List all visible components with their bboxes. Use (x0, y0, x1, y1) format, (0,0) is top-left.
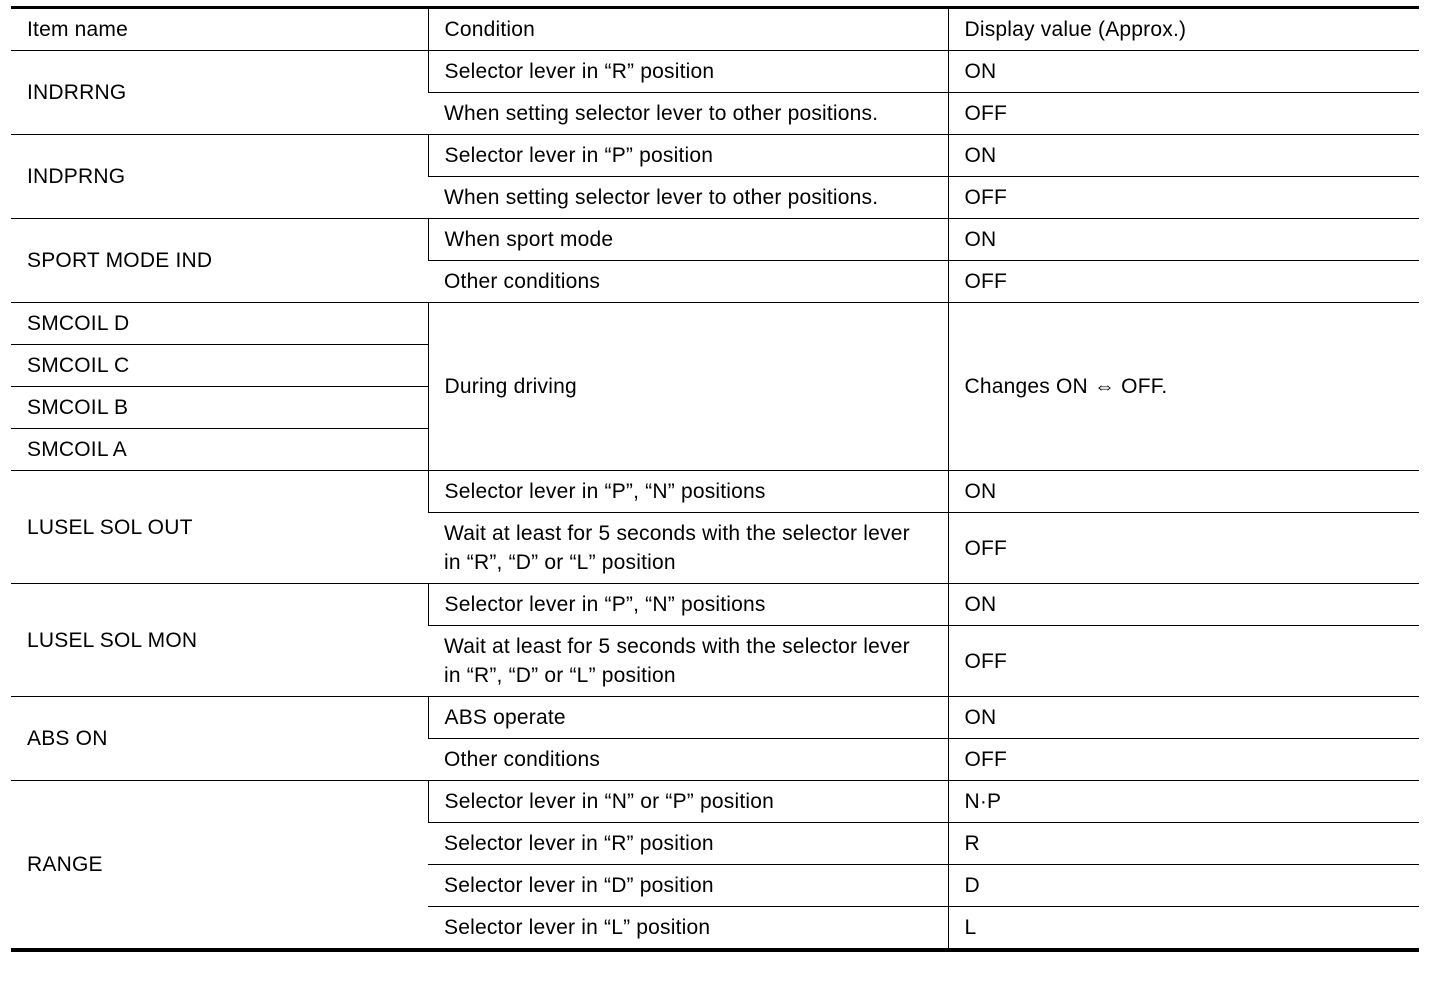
header-item-name: Item name (11, 8, 428, 51)
condition-cell: Selector lever in “P”, “N” positions (428, 471, 948, 513)
condition-cell: When setting selector lever to other positions. (428, 93, 948, 135)
value-cell: Changes ON ⇔ OFF. (948, 303, 1419, 471)
value-cell: D (948, 865, 1419, 907)
item-name-cell: LUSEL SOL OUT (11, 471, 428, 584)
value-cell: ON (948, 51, 1419, 93)
item-name-cell: INDRRNG (11, 51, 428, 135)
display-value-table (11, 6, 1419, 952)
table-row (11, 584, 1419, 626)
header-condition: Condition (428, 8, 948, 51)
condition-cell: Selector lever in “R” position (428, 51, 948, 93)
condition-cell: During driving (428, 303, 948, 471)
condition-cell: Other conditions (428, 261, 948, 303)
item-name-cell: LUSEL SOL MON (11, 584, 428, 697)
header-row (11, 8, 1419, 51)
table-row (11, 697, 1419, 739)
value-cell: OFF (948, 739, 1419, 781)
condition-cell: ABS operate (428, 697, 948, 739)
table-row (11, 135, 1419, 177)
value-cell: R (948, 823, 1419, 865)
value-cell: ON (948, 584, 1419, 626)
condition-line: in “R”, “D” or “L” position (444, 551, 676, 574)
item-name-cell: SMCOIL B (11, 387, 428, 429)
value-cell: ON (948, 219, 1419, 261)
condition-cell: When setting selector lever to other positions. (428, 177, 948, 219)
condition-line: in “R”, “D” or “L” position (444, 664, 676, 687)
condition-cell: Selector lever in “L” position (428, 907, 948, 951)
item-name-cell: SMCOIL D (11, 303, 428, 345)
condition-cell: Selector lever in “P”, “N” positions (428, 584, 948, 626)
item-name-cell: INDPRNG (11, 135, 428, 219)
header-display-value: Display value (Approx.) (948, 8, 1419, 51)
condition-line: Wait at least for 5 seconds with the selector lever (444, 635, 910, 658)
item-name-cell: SMCOIL A (11, 429, 428, 471)
value-cell: ON (948, 135, 1419, 177)
table-row (11, 51, 1419, 93)
condition-cell: Selector lever in “N” or “P” position (428, 781, 948, 823)
condition-cell: When sport mode (428, 219, 948, 261)
value-cell: OFF (948, 513, 1419, 584)
value-cell: N·P (948, 781, 1419, 823)
item-name-cell: ABS ON (11, 697, 428, 781)
condition-line: Wait at least for 5 seconds with the selector lever (444, 522, 910, 545)
item-name-cell: RANGE (11, 781, 428, 951)
condition-cell (428, 513, 948, 584)
value-cell: ON (948, 471, 1419, 513)
table-row (11, 219, 1419, 261)
table-row (11, 303, 1419, 345)
value-cell: ON (948, 697, 1419, 739)
table-row (11, 471, 1419, 513)
value-cell: OFF (948, 177, 1419, 219)
item-name-cell: SPORT MODE IND (11, 219, 428, 303)
table-row (11, 781, 1419, 823)
value-cell: OFF (948, 261, 1419, 303)
item-name-cell: SMCOIL C (11, 345, 428, 387)
condition-cell: Other conditions (428, 739, 948, 781)
value-cell: OFF (948, 626, 1419, 697)
value-cell: OFF (948, 93, 1419, 135)
condition-cell: Selector lever in “P” position (428, 135, 948, 177)
condition-cell: Selector lever in “R” position (428, 823, 948, 865)
condition-cell: Selector lever in “D” position (428, 865, 948, 907)
condition-cell (428, 626, 948, 697)
value-cell: L (948, 907, 1419, 951)
